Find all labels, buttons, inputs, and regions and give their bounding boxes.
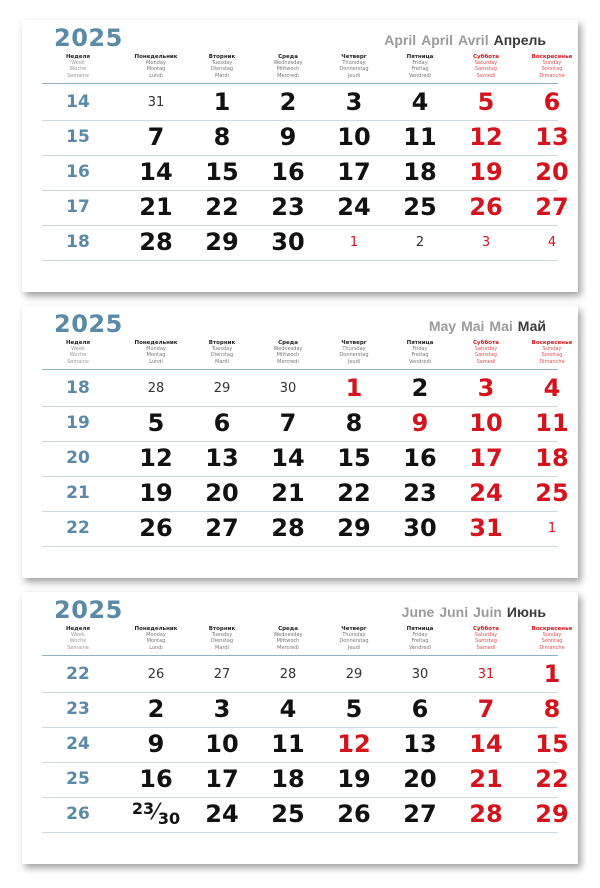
weekday-name-de: Mittwoch <box>276 66 300 73</box>
day-cell: 3 <box>477 374 495 402</box>
week-row <box>42 657 561 693</box>
day-cell: 5 <box>345 695 363 723</box>
day-cell: 11 <box>403 123 437 151</box>
weekday-header <box>390 54 450 79</box>
day-cell: 15 <box>337 444 371 472</box>
weekday-name-fr: Mardi <box>215 358 229 365</box>
day-cell: 6 <box>213 409 231 437</box>
weekday-name-en: Sunday <box>542 60 562 67</box>
weekday-name-fr: Samedi <box>476 358 496 365</box>
day-cell: 15 <box>205 158 239 186</box>
day-cell: 5 <box>147 409 165 437</box>
weekday-name-de: Dienstag <box>210 66 234 73</box>
weekday-name-en: Friday <box>412 346 428 353</box>
weekday-name-en: Saturday <box>474 346 498 353</box>
month-name: April <box>384 32 417 48</box>
weekday-name-ru: Четверг <box>341 54 367 60</box>
month-block <box>22 20 578 292</box>
weekday-name-fr: Semaine <box>67 358 89 365</box>
day-cell: 24 <box>337 193 371 221</box>
weekday-name-ru: Понедельник <box>134 54 178 60</box>
month-name: June <box>401 604 435 620</box>
weekday-name-ru: Четверг <box>341 340 367 346</box>
month-name-ru: Июнь <box>506 604 546 620</box>
day-cell: 31 <box>147 95 165 110</box>
week-number: 18 <box>66 378 90 398</box>
weekday-name-en: Tuesday <box>211 346 233 353</box>
weekday-name-ru: Неделя <box>65 340 91 346</box>
weekday-name-en: Thursday <box>342 346 366 353</box>
week-row <box>42 511 558 547</box>
day-cell: 16 <box>139 765 173 793</box>
day-cell: 4 <box>411 88 429 116</box>
day-cell: 10 <box>337 123 371 151</box>
weekday-header <box>126 340 186 365</box>
week-number: 17 <box>66 197 90 217</box>
weekday-name-de: Woche <box>69 638 87 645</box>
day-cell: 29 <box>213 381 231 396</box>
day-cell: 7 <box>279 409 297 437</box>
header-divider <box>42 83 558 84</box>
day-cell: 13 <box>403 730 437 758</box>
month-name-ru: Апрель <box>493 32 546 48</box>
day-cell: 8 <box>345 409 363 437</box>
weekday-header <box>258 54 318 79</box>
weekday-header <box>192 340 252 365</box>
weekday-name-en: Thursday <box>342 632 366 639</box>
day-cell: 10 <box>205 730 239 758</box>
weekday-name-de: Samstag <box>475 638 497 645</box>
day-cell: 3 <box>481 235 491 250</box>
weekday-name-de: Sonntag <box>541 352 563 359</box>
weekday-name-ru: Воскресенье <box>531 626 573 632</box>
day-cell: 20 <box>535 158 569 186</box>
weekday-name-ru: Неделя <box>65 626 91 632</box>
week-number: 24 <box>66 734 90 754</box>
weekday-name-de: Sonntag <box>541 638 563 645</box>
week-row <box>42 692 561 728</box>
weekday-name-fr: Semaine <box>67 72 89 79</box>
year-label: 2025 <box>54 310 123 338</box>
day-number: 30 <box>157 809 181 828</box>
week-row <box>42 225 558 261</box>
weekday-name-de: Woche <box>69 352 87 359</box>
day-cell: 21 <box>139 193 173 221</box>
split-slash: ⁄ <box>154 800 158 825</box>
day-cell: 28 <box>147 381 165 396</box>
week-row <box>42 476 569 512</box>
day-cell: 2 <box>411 374 429 402</box>
weekday-name-fr: Mercredi <box>277 644 299 651</box>
weekday-name-de: Woche <box>69 66 87 73</box>
weekday-name-en: Sunday <box>542 346 562 353</box>
day-cell: 25 <box>271 800 305 828</box>
day-cell: 19 <box>337 765 371 793</box>
day-cell: 25 <box>535 479 569 507</box>
day-cell: 26 <box>337 800 371 828</box>
day-cell: 28 <box>139 228 173 256</box>
header-divider <box>42 369 558 370</box>
year-label: 2025 <box>54 596 123 624</box>
weekday-header <box>324 626 384 651</box>
weekday-name-fr: Mardi <box>215 644 229 651</box>
day-cell: 23 <box>271 193 305 221</box>
weekday-name-ru: Вторник <box>208 54 236 60</box>
weekday-name-en: Thursday <box>342 60 366 67</box>
day-cell: 26 <box>469 193 503 221</box>
month-block <box>22 306 578 578</box>
weekday-name-fr: Vendredi <box>408 72 432 79</box>
day-cell: 6 <box>543 88 561 116</box>
day-cell: 31 <box>469 514 503 542</box>
weekday-name-de: Dienstag <box>210 352 234 359</box>
weekday-name-en: Wednesday <box>273 632 303 639</box>
week-number: 15 <box>66 127 90 147</box>
day-cell: 17 <box>469 444 503 472</box>
weekday-name-ru: Неделя <box>65 54 91 60</box>
day-cell: 8 <box>213 123 231 151</box>
weekday-name-ru: Суббота <box>473 626 499 632</box>
week-number: 26 <box>66 804 90 824</box>
day-cell: 29 <box>535 800 569 828</box>
weekday-name-de: Freitag <box>411 352 429 359</box>
day-cell: 21 <box>271 479 305 507</box>
month-name: Mai <box>489 318 513 334</box>
day-cell: 24 <box>205 800 239 828</box>
weekday-name-ru: Воскресенье <box>531 340 573 346</box>
day-cell: 24 <box>469 479 503 507</box>
day-cell: 19 <box>139 479 173 507</box>
day-cell: 29 <box>345 667 363 682</box>
week-number: 22 <box>66 664 90 684</box>
weekday-header <box>456 54 516 79</box>
day-cell: 27 <box>403 800 437 828</box>
day-cell: 11 <box>535 409 569 437</box>
day-cell: 5 <box>477 88 495 116</box>
weekday-header <box>192 54 252 79</box>
day-cell: 11 <box>271 730 305 758</box>
week-row <box>42 85 561 121</box>
weekday-header <box>324 54 384 79</box>
weekday-name-de: Mittwoch <box>276 638 300 645</box>
week-row <box>42 762 569 798</box>
weekday-name-de: Mittwoch <box>276 352 300 359</box>
week-row <box>42 797 569 833</box>
day-cell: 1 <box>547 521 557 536</box>
weekday-name-de: Donnerstag <box>339 66 369 73</box>
month-names <box>424 318 546 334</box>
day-cell: 6 <box>411 695 429 723</box>
day-cell: 3 <box>345 88 363 116</box>
day-cell: 4 <box>279 695 297 723</box>
day-cell: 19 <box>469 158 503 186</box>
day-cell: 17 <box>205 765 239 793</box>
day-cell: 4 <box>547 235 557 250</box>
day-cell: 27 <box>213 667 231 682</box>
day-cell: 14 <box>139 158 173 186</box>
weekday-header <box>258 626 318 651</box>
day-cell: 9 <box>147 730 165 758</box>
weekday-name-de: Samstag <box>475 352 497 359</box>
day-cell: 18 <box>403 158 437 186</box>
weekday-name-ru: Среда <box>278 54 298 60</box>
day-cell: 14 <box>271 444 305 472</box>
weekday-header <box>48 340 108 365</box>
week-number: 16 <box>66 162 90 182</box>
day-cell: 28 <box>279 667 297 682</box>
weekday-header <box>258 340 318 365</box>
day-cell: 30 <box>279 381 297 396</box>
weekday-name-ru: Пятница <box>406 340 434 346</box>
weekday-name-ru: Четверг <box>341 626 367 632</box>
week-number: 21 <box>66 483 90 503</box>
month-names <box>397 604 546 620</box>
week-row <box>42 441 569 477</box>
weekday-name-en: Friday <box>412 60 428 67</box>
weekday-header <box>390 340 450 365</box>
weekday-name-en: Friday <box>412 632 428 639</box>
day-cell: 12 <box>469 123 503 151</box>
weekday-name-fr: Samedi <box>476 72 496 79</box>
weekday-name-ru: Среда <box>278 340 298 346</box>
month-name: Juin <box>473 604 502 620</box>
weekday-header <box>324 340 384 365</box>
day-cell: 25 <box>403 193 437 221</box>
weekday-name-en: Saturday <box>474 632 498 639</box>
weekday-name-ru: Суббота <box>473 54 499 60</box>
weekday-name-en: Monday <box>146 632 166 639</box>
day-cell: 18 <box>535 444 569 472</box>
day-cell: 26 <box>139 514 173 542</box>
day-cell: 22 <box>337 479 371 507</box>
day-cell: 18 <box>271 765 305 793</box>
weekday-name-fr: Lundi <box>149 72 163 79</box>
day-cell: 20 <box>403 765 437 793</box>
weekday-name-ru: Среда <box>278 626 298 632</box>
day-cell: 9 <box>279 123 297 151</box>
year-label: 2025 <box>54 24 123 52</box>
day-number: 23 <box>131 799 155 818</box>
month-names <box>379 32 546 48</box>
weekday-name-en: Tuesday <box>211 60 233 67</box>
weekday-header <box>522 626 582 651</box>
weekday-name-fr: Samedi <box>476 644 496 651</box>
day-cell: 22 <box>535 765 569 793</box>
weekday-name-de: Freitag <box>411 66 429 73</box>
day-cell: 1 <box>213 88 231 116</box>
day-cell: 30 <box>271 228 305 256</box>
week-number: 23 <box>66 699 90 719</box>
weekday-name-de: Montag <box>146 638 166 645</box>
weekday-header <box>456 626 516 651</box>
day-cell: 30 <box>403 514 437 542</box>
week-row <box>42 190 569 226</box>
weekday-name-fr: Dimanche <box>539 358 565 365</box>
week-number: 25 <box>66 769 90 789</box>
day-cell: 2 <box>415 235 425 250</box>
weekday-name-de: Montag <box>146 66 166 73</box>
day-cell: 22 <box>205 193 239 221</box>
day-cell: 14 <box>469 730 503 758</box>
weekday-name-fr: Vendredi <box>408 644 432 651</box>
day-cell: 29 <box>205 228 239 256</box>
weekday-name-fr: Mercredi <box>277 358 299 365</box>
weekday-header <box>192 626 252 651</box>
day-cell: 16 <box>271 158 305 186</box>
weekday-name-fr: Jeudi <box>347 358 361 365</box>
month-name: May <box>428 318 457 334</box>
day-cell: 10 <box>469 409 503 437</box>
week-row <box>42 406 569 442</box>
weekday-name-ru: Понедельник <box>134 340 178 346</box>
weekday-name-en: Monday <box>146 60 166 67</box>
weekday-name-de: Freitag <box>411 638 429 645</box>
day-cell: 30 <box>411 667 429 682</box>
day-cell: 12 <box>139 444 173 472</box>
day-cell: 17 <box>337 158 371 186</box>
week-number: 18 <box>66 232 90 252</box>
day-cell: 16 <box>403 444 437 472</box>
header-divider <box>42 655 558 656</box>
weekday-header <box>390 626 450 651</box>
weekday-name-de: Donnerstag <box>339 352 369 359</box>
weekday-name-en: Monday <box>146 346 166 353</box>
weekday-name-en: Wednesday <box>273 60 303 67</box>
day-cell: 9 <box>411 409 429 437</box>
day-cell: 12 <box>337 730 371 758</box>
weekday-name-de: Samstag <box>475 66 497 73</box>
weekday-name-ru: Воскресенье <box>531 54 573 60</box>
weekday-name-de: Sonntag <box>541 66 563 73</box>
weekday-name-en: Week <box>71 346 85 353</box>
weekday-name-ru: Понедельник <box>134 626 178 632</box>
weekday-name-fr: Lundi <box>149 358 163 365</box>
weekday-header <box>48 54 108 79</box>
day-cell: 21 <box>469 765 503 793</box>
weekday-name-fr: Dimanche <box>539 644 565 651</box>
week-number: 14 <box>66 92 90 112</box>
weekday-name-en: Tuesday <box>211 632 233 639</box>
weekday-name-fr: Mercredi <box>277 72 299 79</box>
weekday-name-fr: Vendredi <box>408 358 432 365</box>
weekday-name-de: Dienstag <box>210 638 234 645</box>
week-row <box>42 727 569 763</box>
day-cell: 7 <box>147 123 165 151</box>
weekday-header <box>126 626 186 651</box>
day-cell: 1 <box>345 374 363 402</box>
month-name: April <box>421 32 453 48</box>
day-cell: 15 <box>535 730 569 758</box>
weekday-header <box>456 340 516 365</box>
week-row <box>42 155 569 191</box>
month-name: Mai <box>461 318 485 334</box>
weekday-header <box>48 626 108 651</box>
weekday-name-en: Sunday <box>542 632 562 639</box>
day-cell: 2 <box>147 695 165 723</box>
weekday-name-en: Week <box>71 632 85 639</box>
day-cell: 27 <box>205 514 239 542</box>
weekday-name-fr: Jeudi <box>347 644 361 651</box>
weekday-name-de: Donnerstag <box>339 638 369 645</box>
weekday-name-ru: Пятница <box>406 626 434 632</box>
day-cell: 28 <box>271 514 305 542</box>
weekday-name-en: Saturday <box>474 60 498 67</box>
weekday-header <box>126 54 186 79</box>
weekday-name-en: Week <box>71 60 85 67</box>
day-cell: 13 <box>205 444 239 472</box>
day-cell: 1 <box>349 235 359 250</box>
week-number: 19 <box>66 413 90 433</box>
weekday-name-fr: Semaine <box>67 644 89 651</box>
day-cell: 28 <box>469 800 503 828</box>
weekday-name-ru: Вторник <box>208 340 236 346</box>
day-cell <box>126 797 186 832</box>
month-name: Juni <box>439 604 469 620</box>
weekday-header <box>522 54 582 79</box>
weekday-name-en: Wednesday <box>273 346 303 353</box>
week-number: 20 <box>66 448 90 468</box>
day-cell: 3 <box>213 695 231 723</box>
weekday-name-ru: Суббота <box>473 340 499 346</box>
weekday-name-fr: Jeudi <box>347 72 361 79</box>
weekday-name-de: Montag <box>146 352 166 359</box>
day-cell: 31 <box>477 667 495 682</box>
weekday-name-fr: Mardi <box>215 72 229 79</box>
day-cell: 23 <box>403 479 437 507</box>
weekday-header <box>522 340 582 365</box>
weekday-name-fr: Lundi <box>149 644 163 651</box>
week-number: 22 <box>66 518 90 538</box>
weekday-name-ru: Вторник <box>208 626 236 632</box>
day-cell: 2 <box>279 88 297 116</box>
day-cell: 7 <box>477 695 495 723</box>
day-cell: 20 <box>205 479 239 507</box>
day-cell: 27 <box>535 193 569 221</box>
week-row <box>42 120 569 156</box>
day-cell: 13 <box>535 123 569 151</box>
day-cell: 8 <box>543 695 561 723</box>
day-cell: 29 <box>337 514 371 542</box>
month-name: Avril <box>457 32 489 48</box>
day-cell: 1 <box>543 660 561 688</box>
weekday-name-ru: Пятница <box>406 54 434 60</box>
day-cell: 26 <box>147 667 165 682</box>
month-name-ru: Май <box>517 318 546 334</box>
day-cell: 4 <box>543 374 561 402</box>
month-block <box>22 592 578 864</box>
weekday-name-fr: Dimanche <box>539 72 565 79</box>
week-row <box>42 371 561 407</box>
